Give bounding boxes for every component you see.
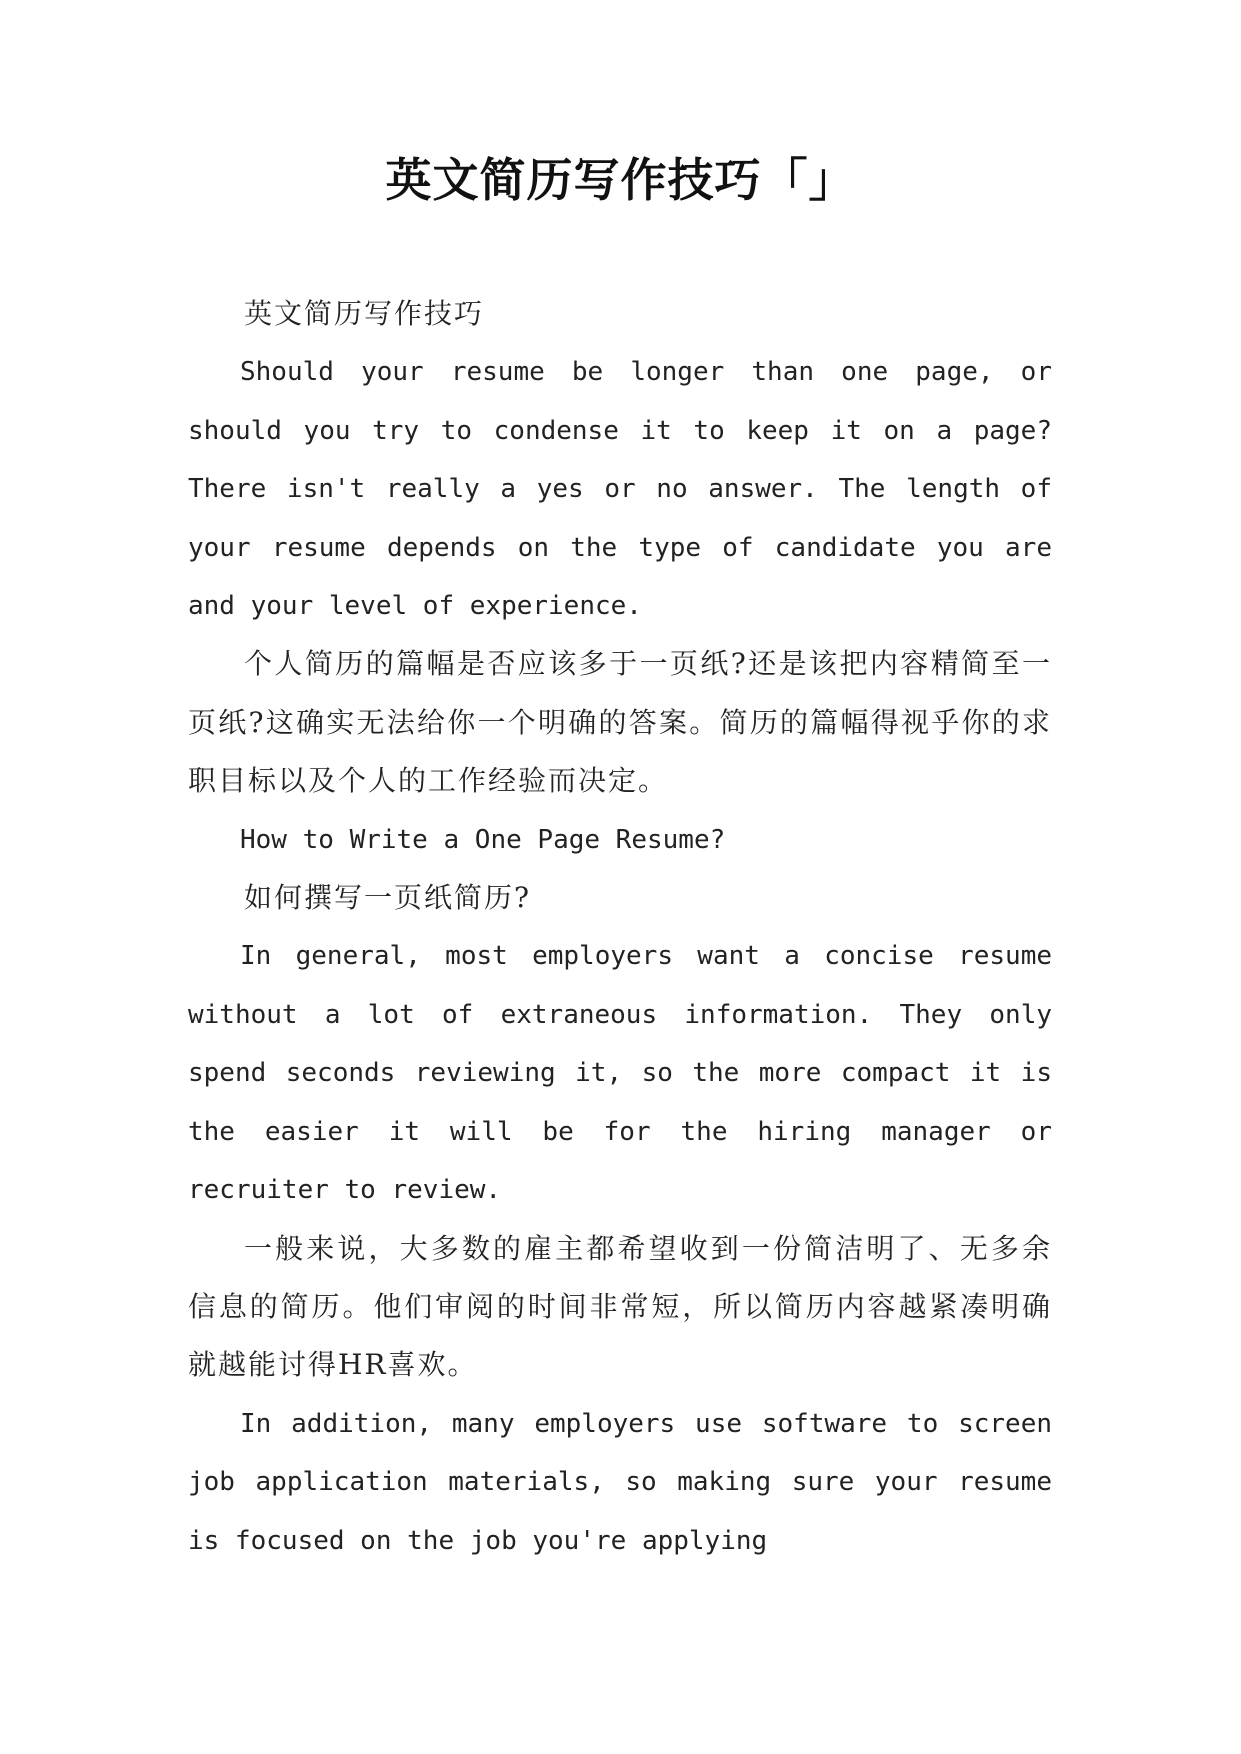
paragraph-heading-cn: 英文简历写作技巧 xyxy=(244,297,485,330)
document-body xyxy=(188,285,1052,1570)
paragraph-how-to-heading-en: How to Write a One Page Resume? xyxy=(240,824,726,855)
paragraph-concise-cn: 一般来说，大多数的雇主都希望收到一份简洁明了、无多余信息的简历。他们审阅的时间非常短，所以简历内容越紧凑明确就越能讨得HR喜欢。 xyxy=(188,1231,1052,1382)
paragraph-resume-length-en: Should your resume be longer than one page, or should you try to condense it to keep it on a page? There isn't really a yes or no answer. The length of your resume depends on the type of candidate you are and your level of experience. xyxy=(188,357,1052,622)
paragraph-concise-en: In general, most employers want a concise resume without a lot of extraneous information. They only spend seconds reviewing it, so the more compact it is the easier it will be for the hiring manager or recruiter to review. xyxy=(188,941,1052,1206)
paragraph-software-screen-en: In addition, many employers use software to screen job application materials, so making sure your resume is focused on the job you're applying xyxy=(188,1408,1052,1556)
paragraph-how-to-heading-cn: 如何撰写一页纸简历? xyxy=(244,881,532,915)
paragraph-resume-length-cn: 个人简历的篇幅是否应该多于一页纸?还是该把内容精简至一页纸?这确实无法给你一个明确的答案。简历的篇幅得视乎你的求职目标以及个人的工作经验而决定。 xyxy=(188,647,1052,798)
document-title: 英文简历写作技巧「」 xyxy=(385,153,856,207)
